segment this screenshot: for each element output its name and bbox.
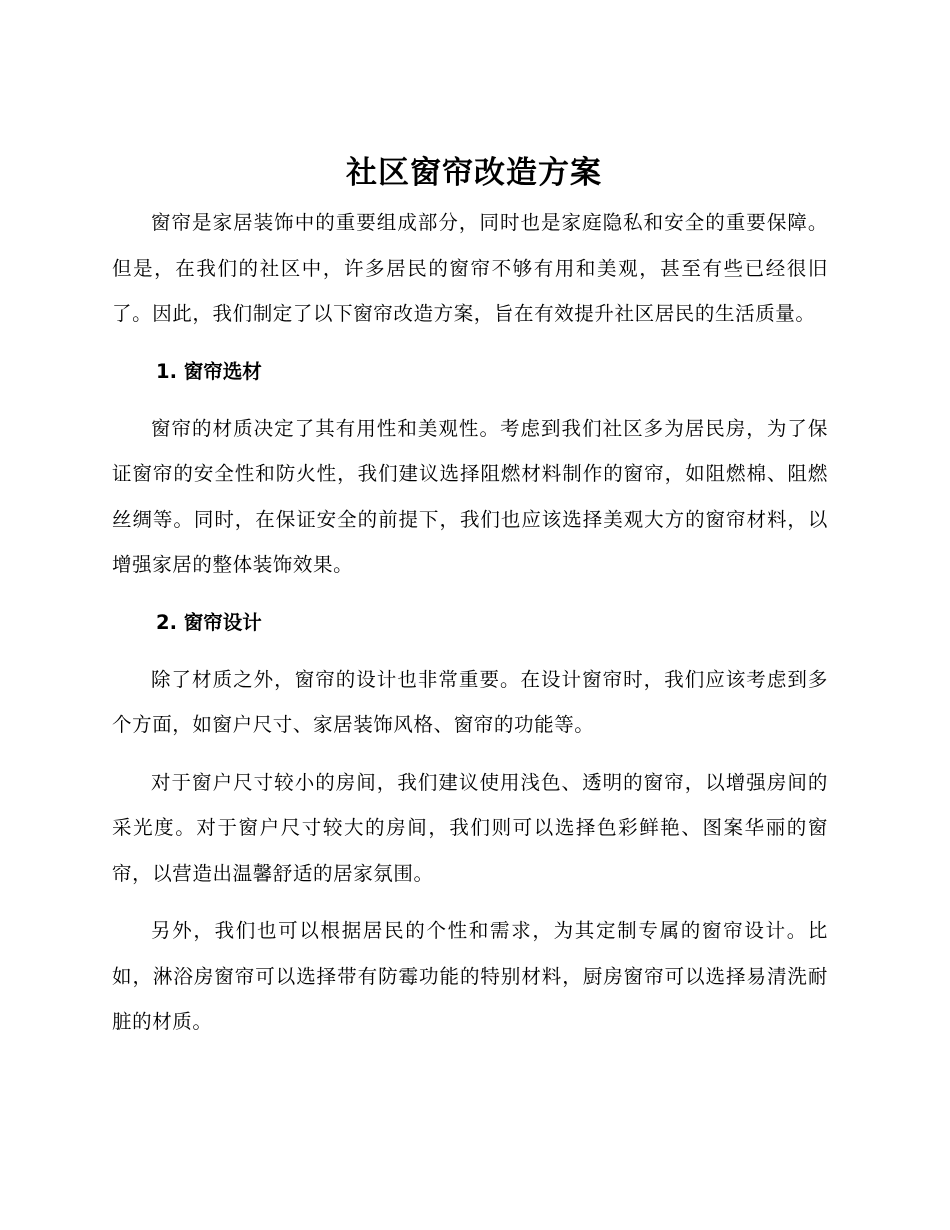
design-paragraph-2: 对于窗户尺寸较小的房间，我们建议使用浅色、透明的窗帘，以增强房间的采光度。对于窗户尺寸较大的房间，我们则可以选择色彩鲜艳、图案华丽的窗帘，以营造出温馨舒适的居家氛围。 <box>112 770 828 885</box>
design-paragraph-3: 另外，我们也可以根据居民的个性和需求，为其定制专属的窗帘设计。比如，淋浴房窗帘可以选择带有防霉功能的特别材料，厨房窗帘可以选择易清洗耐脏的材质。 <box>112 919 828 1033</box>
materials-paragraph: 窗帘的材质决定了其有用性和美观性。考虑到我们社区多为居民房，为了保证窗帘的安全性和防火性，我们建议选择阻燃材料制作的窗帘，如阻燃棉、阻燃丝绸等。同时，在保证安全的前提下，我们也应该选择美观大方的窗帘材料，以增强家居的整体装饰效果。 <box>112 416 828 576</box>
intro-paragraph: 窗帘是家居装饰中的重要组成部分，同时也是家庭隐私和安全的重要保障。但是，在我们的社区中，许多居民的窗帘不够有用和美观，甚至有些已经很旧了。因此，我们制定了以下窗帘改造方案，旨在有效提升社区居民的生活质量。 <box>112 211 828 325</box>
document-title: 社区窗帘改造方案 <box>346 155 602 191</box>
design-paragraph-1: 除了材质之外，窗帘的设计也非常重要。在设计窗帘时，我们应该考虑到多个方面，如窗户尺寸、家居装饰风格、窗帘的功能等。 <box>112 667 828 736</box>
section-heading-design: 2. 窗帘设计 <box>156 610 262 634</box>
section-heading-materials: 1. 窗帘选材 <box>156 359 262 383</box>
